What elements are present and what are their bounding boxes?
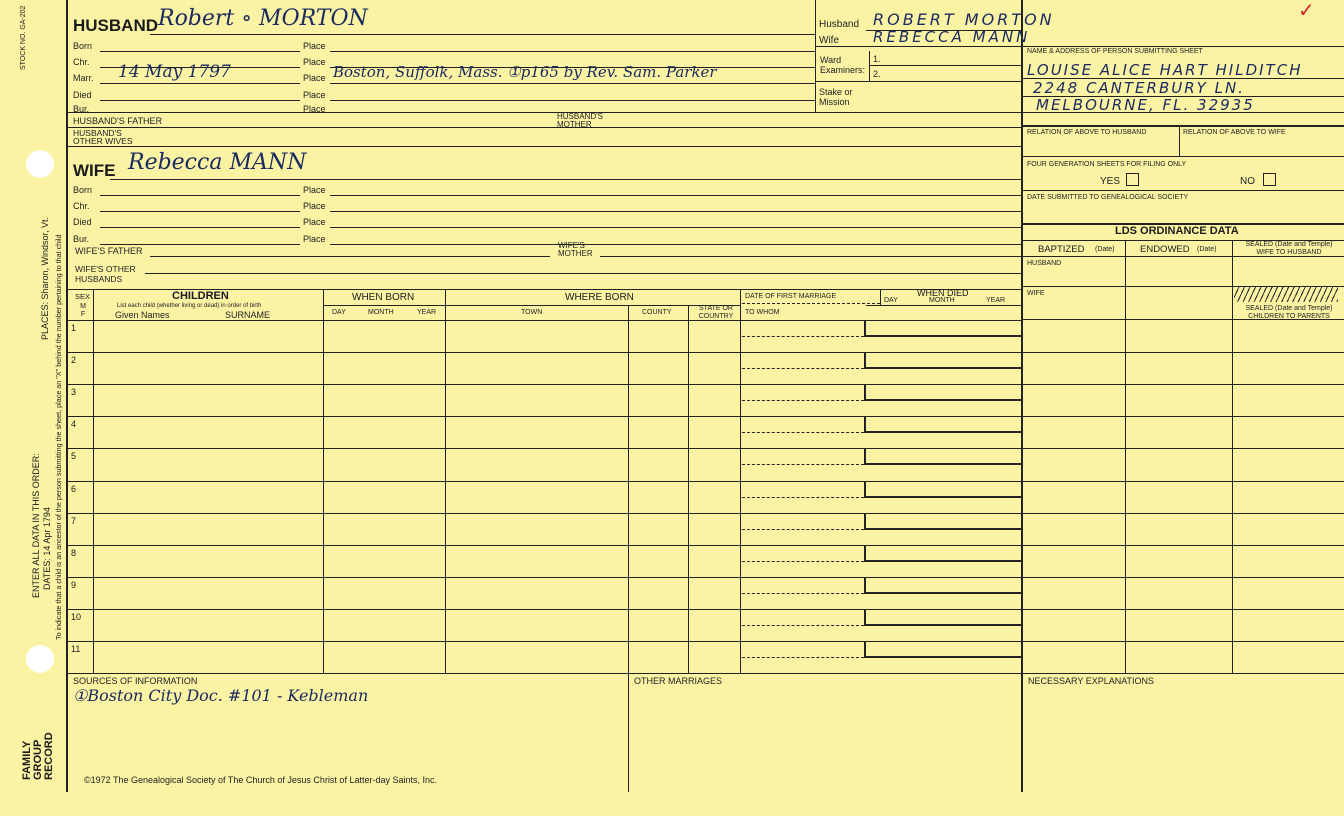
husband-marr-label: Marr. bbox=[73, 73, 94, 83]
died-year-label: YEAR bbox=[986, 297, 1006, 304]
wife-born-label: Born bbox=[73, 185, 93, 195]
child-row-number: 7 bbox=[71, 515, 77, 526]
marriage-date-dash bbox=[742, 561, 864, 562]
stake-label: Stake or Mission bbox=[819, 87, 853, 107]
child-row-number: 4 bbox=[71, 419, 77, 430]
to-whom-label: TO WHOM bbox=[745, 309, 780, 316]
death-date-bracket bbox=[864, 481, 866, 497]
death-date-line bbox=[864, 656, 1021, 658]
row-divider bbox=[66, 448, 1344, 449]
husband-born-label: Born bbox=[73, 41, 93, 51]
wife-bur-place-label: Place bbox=[303, 234, 326, 244]
death-date-line bbox=[864, 560, 1021, 562]
born-day-label: DAY bbox=[332, 309, 346, 316]
husband-name[interactable]: Robert ∘ MORTON bbox=[158, 6, 368, 31]
when-died-heading: WHEN DIED bbox=[917, 288, 969, 298]
marriage-date-dash bbox=[742, 529, 864, 530]
marriage-date-dash bbox=[742, 464, 864, 465]
other-marriages-label: OTHER MARRIAGES bbox=[634, 676, 723, 686]
copyright: ©1972 The Genealogical Society of The Church of Jesus Christ of Latter-day Saints, Inc. bbox=[84, 775, 437, 785]
examiners-label: Examiners: bbox=[820, 65, 866, 75]
child-row-number: 6 bbox=[71, 483, 77, 494]
check-mark-icon: ✓ bbox=[1298, 0, 1315, 22]
yes-label: YES bbox=[1100, 176, 1121, 187]
wife-father-label: WIFE'S FATHER bbox=[75, 246, 143, 256]
child-row-number: 2 bbox=[71, 355, 77, 366]
marriage-date-dash bbox=[742, 368, 864, 369]
where-born-heading: WHERE BORN bbox=[565, 292, 634, 303]
death-date-line bbox=[864, 624, 1021, 626]
row-divider bbox=[66, 481, 1344, 482]
baptized-label: BAPTIZED bbox=[1038, 244, 1085, 255]
row-divider bbox=[66, 545, 1344, 546]
baptized-date-label: (Date) bbox=[1095, 246, 1115, 253]
submitter-header: NAME & ADDRESS OF PERSON SUBMITTING SHEET bbox=[1027, 48, 1203, 55]
sources-label: SOURCES OF INFORMATION bbox=[73, 676, 198, 686]
relation-husband-label: RELATION OF ABOVE TO HUSBAND bbox=[1027, 129, 1147, 136]
stock-number: STOCK NO. GA-202 bbox=[20, 5, 27, 70]
row-divider bbox=[66, 641, 1344, 642]
death-date-line bbox=[864, 592, 1021, 594]
wife-born-place-label: Place bbox=[303, 185, 326, 195]
first-marriage-label: DATE OF FIRST MARRIAGE bbox=[745, 293, 837, 300]
death-date-bracket bbox=[864, 577, 866, 593]
row-divider bbox=[66, 384, 1344, 385]
sealed-wife-hatch bbox=[1234, 287, 1338, 302]
sealed-children-label: SEALED (Date and Temple) CHILDREN TO PARENTS bbox=[1245, 305, 1333, 320]
wife-bur-label: Bur. bbox=[73, 234, 90, 244]
submitter-street[interactable]: 2248 CANTERBURY LN. bbox=[1033, 79, 1245, 97]
death-date-bracket bbox=[864, 384, 866, 400]
sex-label: SEX bbox=[75, 292, 91, 301]
husband-chr-label: Chr. bbox=[73, 57, 90, 67]
sealed-wife-label: SEALED (Date and Temple) WIFE TO HUSBAND bbox=[1245, 241, 1333, 256]
form-title: FAMILY GROUP RECORD bbox=[21, 732, 55, 780]
children-heading: CHILDREN bbox=[172, 290, 229, 302]
born-year-label: YEAR bbox=[417, 309, 437, 316]
marriage-date[interactable]: 14 May 1797 bbox=[118, 62, 231, 82]
row-divider bbox=[66, 513, 1344, 514]
m-f-label: M F bbox=[80, 303, 86, 318]
lds-husband-label: HUSBAND bbox=[1027, 260, 1062, 267]
husband-heading: HUSBAND bbox=[73, 16, 158, 35]
enter-all-instruction: ENTER ALL DATA IN THIS ORDER: bbox=[31, 453, 41, 598]
child-row-number: 5 bbox=[71, 451, 77, 462]
county-label: COUNTY bbox=[642, 309, 672, 316]
marriage-date-dash bbox=[742, 432, 864, 433]
when-born-heading: WHEN BORN bbox=[352, 292, 415, 303]
examiner-2: 2. bbox=[873, 69, 881, 79]
marriage-date-dash bbox=[742, 497, 864, 498]
death-date-line bbox=[864, 496, 1021, 498]
ward-label: Ward bbox=[820, 55, 842, 65]
wife-chr-place-label: Place bbox=[303, 201, 326, 211]
submitter-name[interactable]: LOUISE ALICE HART HILDITCH bbox=[1027, 61, 1303, 79]
death-date-bracket bbox=[864, 545, 866, 561]
endowed-label: ENDOWED bbox=[1140, 244, 1190, 255]
dates-instruction: DATES: 14 Apr 1794 bbox=[42, 507, 52, 590]
death-date-line bbox=[864, 399, 1021, 401]
child-row-number: 3 bbox=[71, 387, 77, 398]
rp-wife-label: Wife bbox=[819, 35, 839, 46]
row-divider bbox=[66, 352, 1344, 353]
necessary-explanations-label: NECESSARY EXPLANATIONS bbox=[1028, 676, 1155, 686]
sources-value[interactable]: ①Boston City Doc. #101 - Kebleman bbox=[73, 686, 369, 705]
lds-title: LDS ORDINANCE DATA bbox=[1115, 225, 1239, 237]
marriage-date-dash bbox=[742, 625, 864, 626]
death-date-bracket bbox=[864, 513, 866, 529]
death-date-line bbox=[864, 431, 1021, 433]
death-date-bracket bbox=[864, 416, 866, 432]
places-instruction: PLACES: Sharon, Windsor, Vt. bbox=[40, 216, 50, 340]
death-date-line bbox=[864, 463, 1021, 465]
husband-marr-place-label: Place bbox=[303, 73, 326, 83]
child-row-number: 9 bbox=[71, 579, 77, 590]
death-date-bracket bbox=[864, 320, 866, 336]
husband-born-place-label: Place bbox=[303, 41, 326, 51]
state-label: STATE OR COUNTRY bbox=[698, 305, 734, 320]
children-note: List each child (whether living or dead) in order of birth bbox=[117, 303, 262, 309]
died-day-label: DAY bbox=[884, 297, 898, 304]
lds-wife-label: WIFE bbox=[1027, 290, 1045, 297]
death-date-line bbox=[864, 367, 1021, 369]
marriage-place[interactable]: Boston, Suffolk, Mass. ①p165 by Rev. Sam. Parker bbox=[333, 63, 717, 81]
death-date-bracket bbox=[864, 609, 866, 625]
child-row-number: 1 bbox=[71, 323, 77, 333]
husband-father-label: HUSBAND'S FATHER bbox=[73, 116, 163, 126]
wife-other-husbands-label: WIFE'S OTHER HUSBANDS bbox=[75, 264, 136, 284]
husband-died-place-label: Place bbox=[303, 90, 326, 100]
wife-died-place-label: Place bbox=[303, 217, 326, 227]
rp-wife-value[interactable]: REBECCA MANN bbox=[873, 28, 1031, 46]
row-divider bbox=[66, 577, 1344, 578]
husband-mother-label: HUSBAND'S MOTHER bbox=[557, 112, 603, 129]
no-label: NO bbox=[1240, 176, 1255, 187]
rp-husband-value[interactable]: ROBERT MORTON bbox=[873, 10, 1055, 29]
husband-bur-label: Bur. bbox=[73, 104, 90, 114]
no-checkbox[interactable] bbox=[1263, 173, 1276, 186]
husband-other-wives-label: HUSBAND'S OTHER WIVES bbox=[73, 128, 133, 146]
wife-heading: WIFE bbox=[73, 161, 116, 180]
death-date-bracket bbox=[864, 352, 866, 368]
examiner-1: 1. bbox=[873, 54, 881, 64]
husband-died-label: Died bbox=[73, 90, 92, 100]
endowed-date-label: (Date) bbox=[1197, 246, 1217, 253]
death-date-line bbox=[864, 528, 1021, 530]
four-gen-label: FOUR GENERATION SHEETS FOR FILING ONLY bbox=[1027, 161, 1187, 168]
death-date-line bbox=[864, 335, 1021, 337]
ancestor-instruction: To indicate that a child is an ancestor of the person submitting the sheet, place an "X" behind the number pertaining to that child bbox=[54, 234, 63, 640]
submitter-city[interactable]: MELBOURNE, FL. 32935 bbox=[1036, 96, 1255, 114]
rp-husband-label: Husband bbox=[819, 19, 860, 30]
wife-name[interactable]: Rebecca MANN bbox=[128, 150, 307, 175]
relation-wife-label: RELATION OF ABOVE TO WIFE bbox=[1183, 129, 1286, 136]
town-label: TOWN bbox=[521, 309, 543, 316]
child-row-number: 8 bbox=[71, 547, 77, 558]
punch-hole bbox=[26, 645, 54, 673]
husband-bur-place-label: Place bbox=[303, 104, 326, 114]
marriage-date-dash bbox=[742, 400, 864, 401]
husband-chr-place-label: Place bbox=[303, 57, 326, 67]
marriage-date-dash bbox=[742, 336, 864, 337]
died-month-label: MONTH bbox=[929, 297, 955, 304]
marriage-date-dash bbox=[742, 657, 864, 658]
marriage-date-dash bbox=[742, 593, 864, 594]
yes-checkbox[interactable] bbox=[1126, 173, 1139, 186]
row-divider bbox=[66, 416, 1344, 417]
punch-hole bbox=[26, 150, 54, 178]
date-submitted-label: DATE SUBMITTED TO GENEALOGICAL SOCIETY bbox=[1027, 194, 1189, 201]
child-row-number: 11 bbox=[71, 644, 81, 654]
given-names-label: Given Names bbox=[115, 310, 170, 320]
surname-label: SURNAME bbox=[225, 310, 271, 320]
child-row-number: 10 bbox=[71, 611, 82, 622]
wife-died-label: Died bbox=[73, 217, 92, 227]
row-divider bbox=[66, 609, 1344, 610]
wife-chr-label: Chr. bbox=[73, 201, 90, 211]
death-date-bracket bbox=[864, 448, 866, 464]
wife-mother-label: WIFE'S MOTHER bbox=[558, 241, 593, 258]
death-date-bracket bbox=[864, 641, 866, 657]
born-month-label: MONTH bbox=[368, 309, 394, 316]
